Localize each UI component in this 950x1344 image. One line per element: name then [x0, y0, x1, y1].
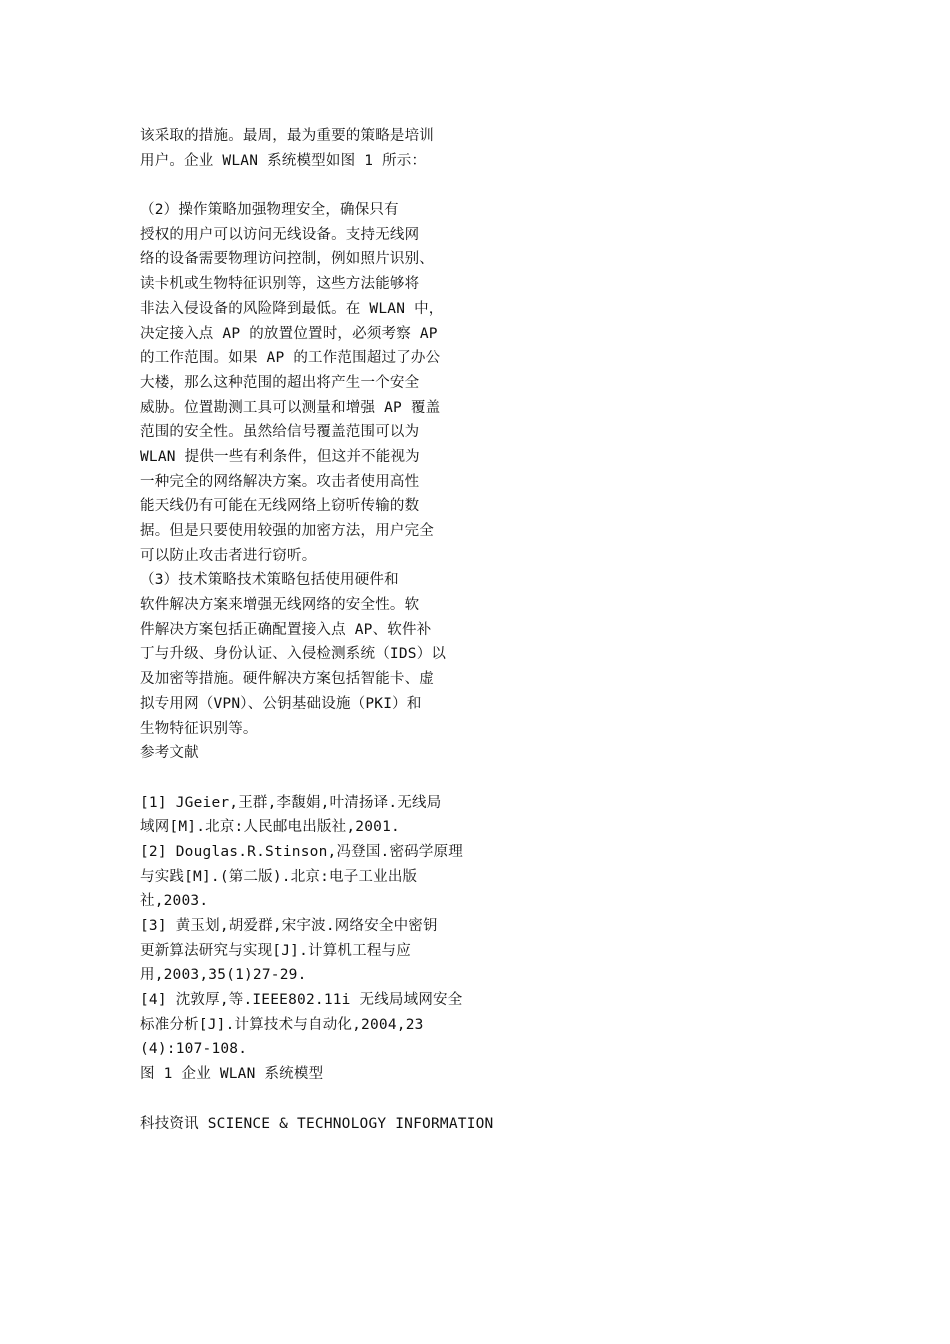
text-line: 生物特征识别等。	[140, 720, 258, 737]
text-line: （3）技术策略技术策略包括使用硬件和	[140, 572, 399, 589]
text-line: WLAN 提供一些有利条件，但这并不能视为	[140, 448, 420, 465]
text-line: 拟专用网（VPN）、公钥基础设施（PKI）和	[140, 695, 422, 712]
text-line: （2）操作策略加强物理安全，确保只有	[140, 202, 399, 219]
text-line: 用户。企业 WLAN 系统模型如图 1 所示：	[140, 152, 427, 169]
text-line: 非法入侵设备的风险降到最低。在 WLAN 中，	[140, 300, 444, 317]
text-line: 络的设备需要物理访问控制，例如照片识别、	[140, 251, 434, 268]
text-line: 可以防止攻击者进行窃听。	[140, 547, 317, 564]
paragraph-gap	[140, 173, 520, 198]
reference-line: 社,2003.	[140, 893, 209, 910]
text-line: 范围的安全性。虽然给信号覆盖范围可以为	[140, 424, 420, 441]
section-2-paragraph	[140, 198, 520, 568]
text-line: 据。但是只要使用较强的加密方法，用户完全	[140, 523, 434, 539]
text-line: 大楼，那么这种范围的超出将产生一个安全	[140, 374, 420, 391]
reference-line: 域网[M].北京:人民邮电出版社,2001.	[140, 819, 400, 836]
paragraph-gap	[140, 766, 520, 791]
reference-line: 与实践[M].(第二版).北京:电子工业出版	[140, 868, 418, 885]
reference-line: [1] JGeier,王群,李馥娟,叶清扬译.无线局	[140, 794, 442, 811]
text-line: 威胁。位置勘测工具可以测量和增强 AP 覆盖	[140, 399, 441, 416]
reference-line: [4] 沈敦厚,等.IEEE802.11i 无线局域网安全	[140, 992, 463, 1009]
reference-line: (4):107-108.	[140, 1041, 248, 1058]
text-line: 及加密等措施。硬件解决方案包括智能卡、虚	[140, 671, 434, 688]
text-line: 授权的用户可以访问无线设备。支持无线网	[140, 226, 420, 243]
figure-caption: 图 1 企业 WLAN 系统模型	[140, 1066, 324, 1083]
text-line: 决定接入点 AP 的放置位置时，必须考察 AP	[140, 325, 438, 342]
references-list	[140, 791, 520, 1063]
document-body	[140, 124, 520, 1136]
reference-line: [3] 黄玉划,胡爱群,宋宇波.网络安全中密钥	[140, 918, 438, 934]
reference-line: 标准分析[J].计算技术与自动化,2004,23	[140, 1016, 424, 1033]
text-line: 件解决方案包括正确配置接入点 AP、软件补	[140, 621, 432, 638]
text-line: 丁与升级、身份认证、入侵检测系统（IDS）以	[140, 646, 447, 663]
intro-paragraph	[140, 124, 520, 173]
journal-footer: 科技资讯 SCIENCE & TECHNOLOGY INFORMATION	[140, 1115, 494, 1132]
text-line: 读卡机或生物特征识别等，这些方法能够将	[140, 276, 420, 293]
text-line: 能天线仍有可能在无线网络上窃听传输的数	[140, 498, 420, 515]
section-3-paragraph	[140, 568, 520, 741]
reference-line: 更新算法研究与实现[J].计算机工程与应	[140, 942, 411, 959]
text-line: 一种完全的网络解决方案。攻击者使用高性	[140, 473, 420, 490]
paragraph-gap	[140, 1087, 520, 1112]
reference-line: 用,2003,35(1)27-29.	[140, 967, 307, 984]
references-heading: 参考文献	[140, 745, 199, 762]
text-line: 该采取的措施。最周，最为重要的策略是培训	[140, 128, 434, 144]
text-line: 的工作范围。如果 AP 的工作范围超过了办公	[140, 350, 441, 367]
text-line: 软件解决方案来增强无线网络的安全性。软	[140, 597, 420, 614]
reference-line: [2] Douglas.R.Stinson,冯登国.密码学原理	[140, 843, 463, 860]
